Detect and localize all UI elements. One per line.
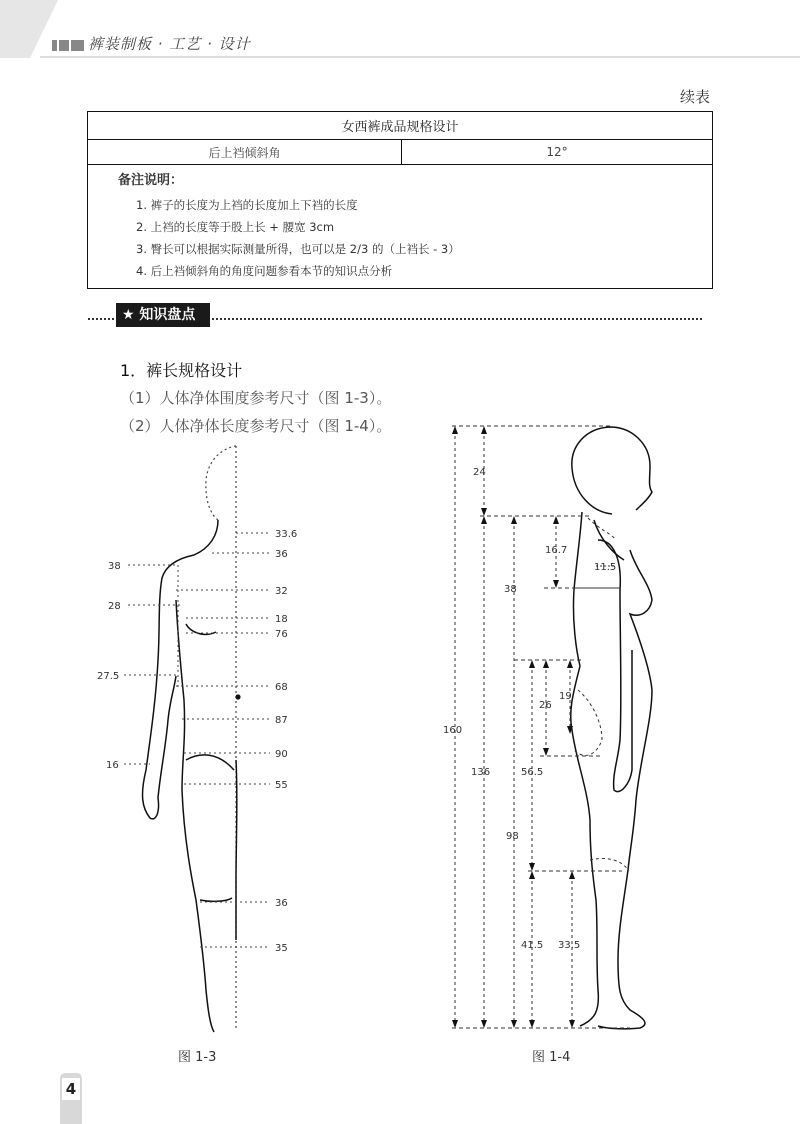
section-badge: ★ 知识盘点	[116, 303, 210, 327]
note-item: 4. 后上裆倾斜角的角度问题参看本节的知识点分析	[136, 264, 393, 278]
continued-label: 续表	[680, 88, 711, 106]
fig3-label: 27.5	[97, 671, 120, 682]
fig4-label: 160	[443, 725, 463, 736]
figure-1-3	[97, 446, 297, 1032]
table-row-value: 12°	[402, 140, 713, 165]
fig4-label: 16.7	[545, 545, 568, 556]
fig3-label: 35	[275, 943, 288, 954]
fig4-label: 33.5	[558, 940, 581, 951]
fig3-label: 16	[106, 760, 119, 771]
fig3-label: 76	[275, 629, 288, 640]
fig4-label: 56.5	[521, 767, 544, 778]
note-item: 3. 臀长可以根据实际测量所得，也可以是 2/3 的（上裆长 - 3）	[136, 242, 460, 256]
page-number: 4	[62, 1078, 80, 1100]
fig3-label: 36	[275, 549, 288, 560]
fig4-label: 19	[559, 691, 572, 702]
fig4-label: 136	[471, 767, 491, 778]
content-paragraph: （1）人体净体围度参考尺寸（图 1-3）。	[120, 389, 392, 407]
fig3-label: 68	[275, 682, 288, 693]
note-item: 2. 上裆的长度等于股上长 + 腰宽 3cm	[136, 220, 335, 234]
fig3-label: 28	[108, 601, 121, 612]
fig4-label: 11.5	[594, 562, 617, 573]
header-title: 裤装制板 · 工艺 · 设计	[88, 35, 251, 53]
content-heading: 1．裤长规格设计	[120, 361, 243, 380]
fig3-label: 18	[275, 614, 288, 625]
fig3-label: 32	[275, 586, 288, 597]
notes-label: 备注说明：	[118, 173, 184, 188]
table-title: 女西裤成品规格设计	[88, 112, 713, 140]
fig3-label: 33.6	[275, 529, 298, 540]
figure-caption: 图 1-4	[532, 1050, 571, 1065]
fig3-label: 36	[275, 898, 288, 909]
fig3-label: 87	[275, 715, 288, 726]
fig4-label: 41.5	[521, 940, 544, 951]
figure-1-4	[443, 426, 652, 1029]
fig4-label: 38	[504, 584, 517, 595]
fig3-label: 38	[108, 561, 121, 572]
fig4-label: 24	[473, 467, 486, 478]
fig4-label: 26	[539, 700, 552, 711]
table-row-label: 后上裆倾斜角	[88, 140, 402, 165]
fig3-label: 55	[275, 780, 288, 791]
content-paragraph: （2）人体净体长度参考尺寸（图 1-4）。	[120, 417, 392, 435]
fig3-label: 90	[275, 749, 288, 760]
figure-caption: 图 1-3	[178, 1050, 217, 1065]
fig4-label: 98	[506, 831, 519, 842]
note-item: 1. 裤子的长度为上裆的长度加上下裆的长度	[136, 198, 358, 212]
